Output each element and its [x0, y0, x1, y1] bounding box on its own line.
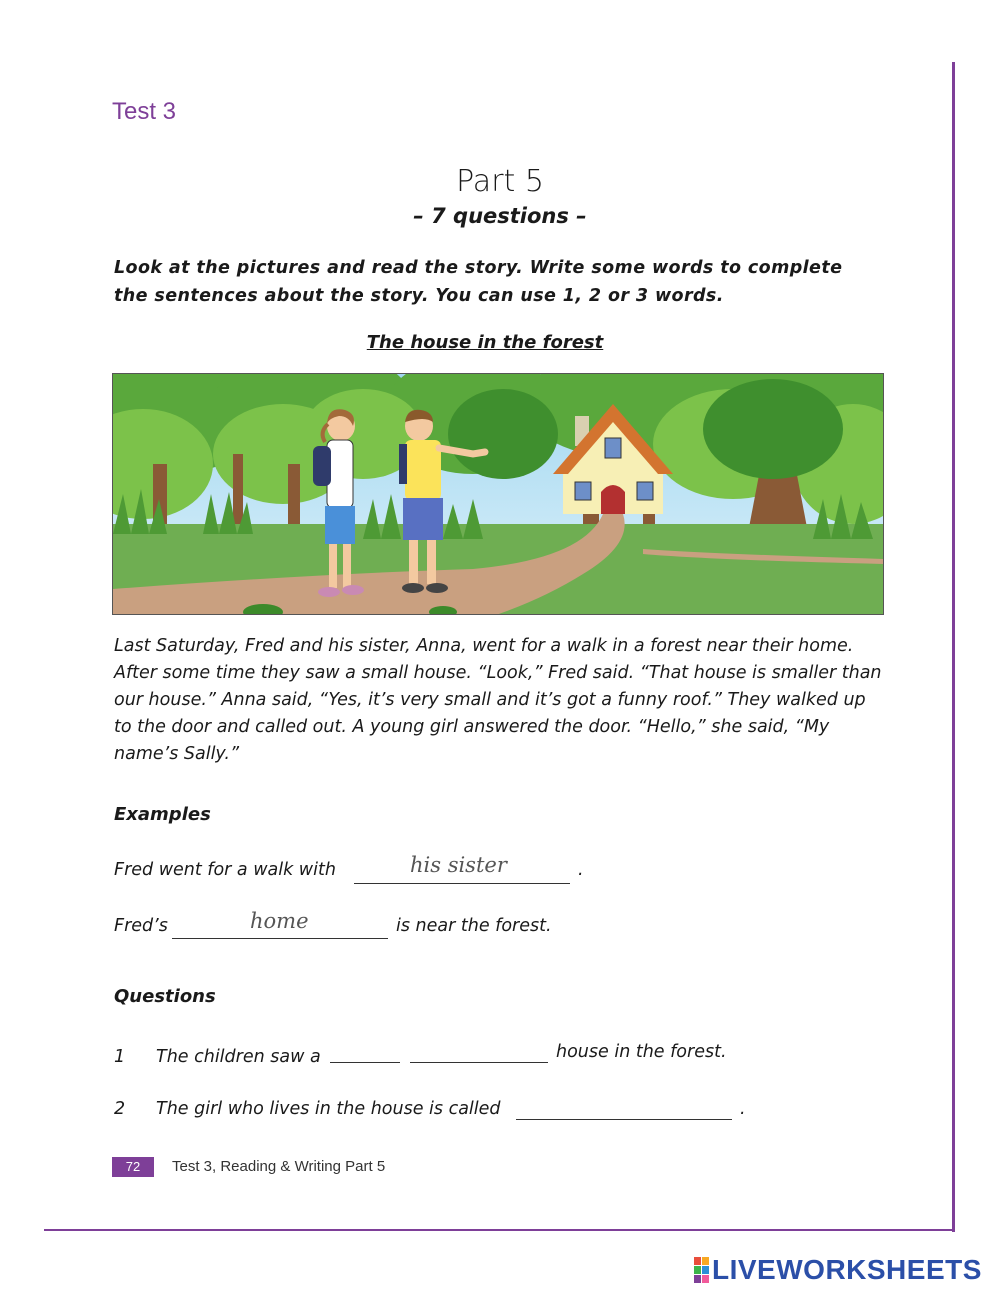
question-2-text-before: The girl who lives in the house is called: [156, 1099, 501, 1119]
question-1-number: 1: [114, 1047, 126, 1067]
example-1-text-after: .: [578, 860, 584, 880]
instructions: Look at the pictures and read the story. Write some words to complete the sentences about the story. You can use 1, 2 or 3 words.: [114, 258, 843, 306]
page-border-right: [952, 62, 955, 1232]
question-1-answer-field-b[interactable]: [410, 1036, 548, 1063]
example-2-text-after: is near the forest.: [396, 916, 552, 936]
question-1-text-before: The children saw a: [156, 1047, 321, 1067]
example-1-answer: his sister: [410, 853, 507, 877]
story-illustration: [112, 373, 884, 615]
forest-scene-image: [113, 374, 884, 615]
liveworksheets-brand: LIVEWORKSHEETS: [712, 1254, 982, 1285]
page-number-badge: 72: [112, 1157, 154, 1177]
footer-caption: Test 3, Reading & Writing Part 5: [172, 1158, 386, 1175]
page-border-bottom: [44, 1229, 955, 1231]
question-1-answer-field-a[interactable]: [330, 1036, 400, 1063]
test-label: Test 3: [112, 98, 177, 125]
liveworksheets-blocks-icon: [694, 1257, 708, 1283]
example-1-text-before: Fred went for a walk with: [114, 860, 336, 880]
part-title: Part 5: [456, 164, 544, 199]
examples-heading: Examples: [114, 804, 211, 825]
question-1-text-after: house in the forest.: [556, 1042, 727, 1062]
question-2-number: 2: [114, 1099, 126, 1119]
story-text: Last Saturday, Fred and his sister, Anna, went for a walk in a forest near their home. After some time they saw a small house. “Look,” Fred said. “That house is smaller than our house.” Anna said, “Yes, it’s very small and it’s got a funny roof.” They walked up to the door and called out. A young girl answered the door. “Hello,” she said, “My name’s Sally.”: [114, 636, 882, 764]
question-2-answer-field[interactable]: [516, 1093, 732, 1120]
liveworksheets-logo: [694, 1256, 982, 1284]
questions-heading: Questions: [114, 986, 216, 1007]
example-2-text-before: Fred’s: [114, 916, 168, 936]
part-subtitle: – 7 questions –: [413, 204, 587, 228]
question-2-text-after: .: [740, 1099, 746, 1119]
story-title: The house in the forest: [366, 332, 604, 353]
example-2-answer: home: [250, 909, 309, 933]
